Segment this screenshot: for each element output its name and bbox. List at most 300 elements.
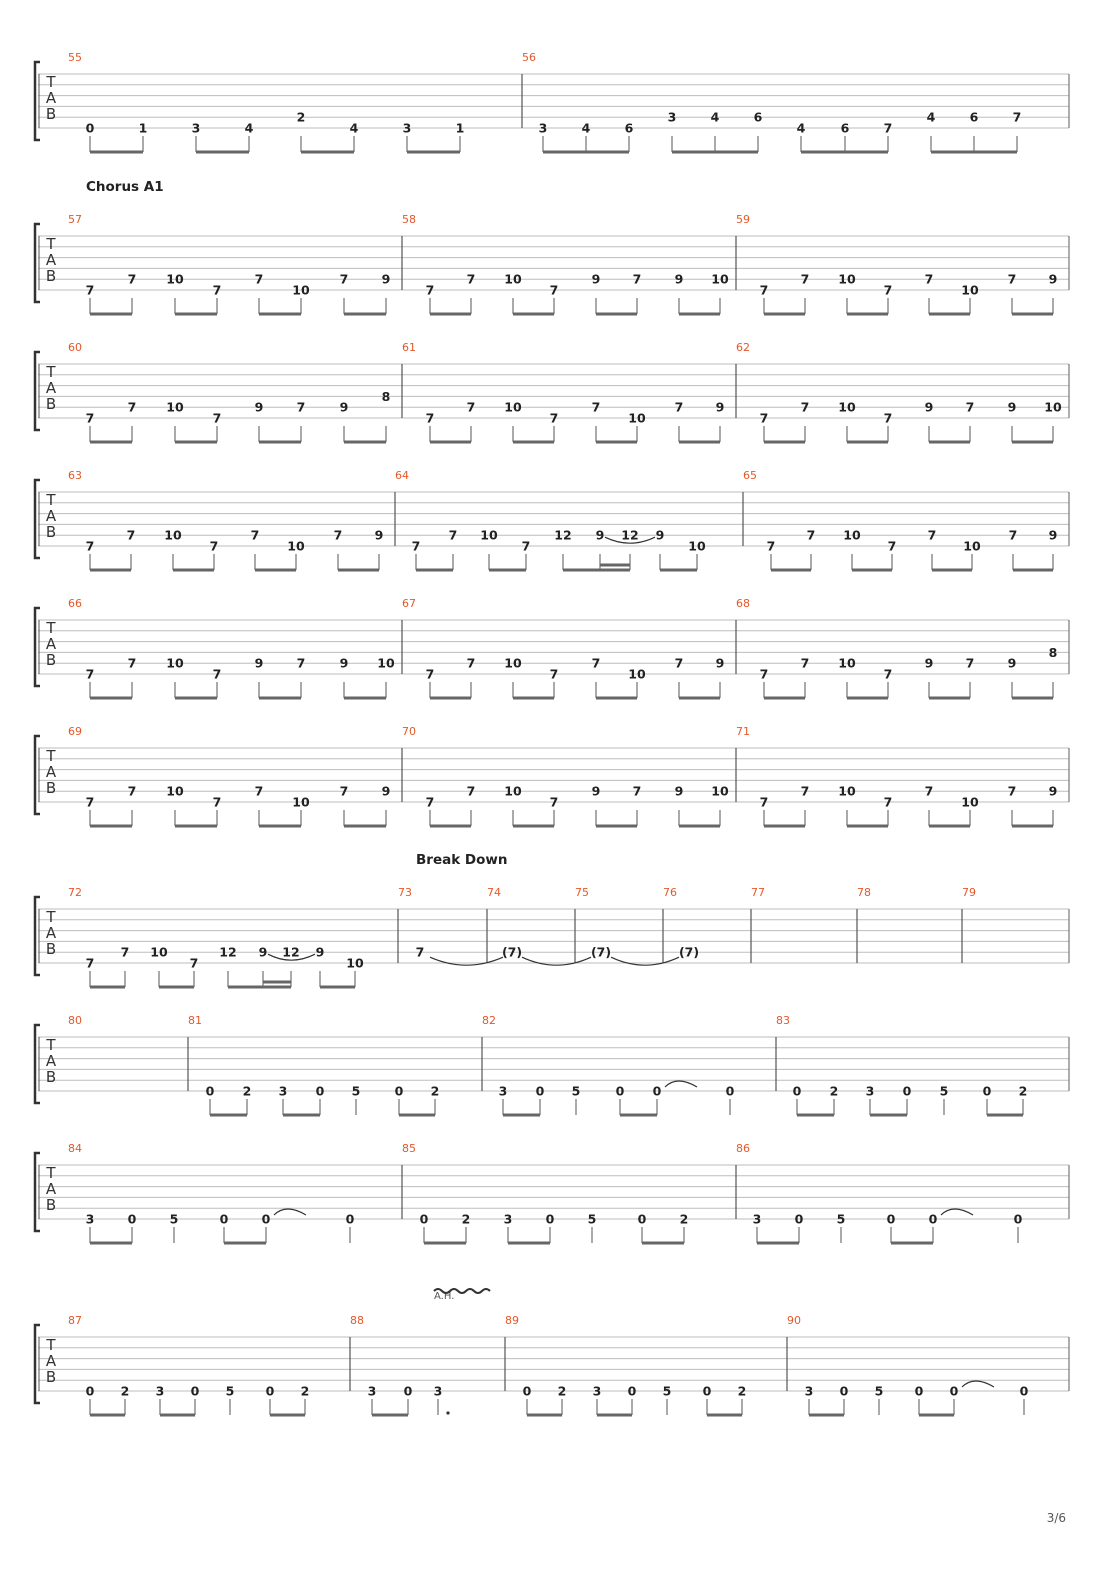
fret-number: 7 <box>883 120 893 136</box>
fret-number: 0 <box>190 1383 200 1399</box>
fret-number: 2 <box>296 109 306 125</box>
fret-number: 9 <box>1048 527 1058 543</box>
fret-number: 5 <box>169 1211 179 1227</box>
fret-number: 10 <box>961 282 979 298</box>
fret-number: 8 <box>1048 644 1058 660</box>
tab-clef-letter: T <box>46 363 56 381</box>
measure-number: 70 <box>402 725 416 738</box>
measure-number: 73 <box>398 886 412 899</box>
fret-number: 0 <box>345 1211 355 1227</box>
fret-number: 2 <box>557 1383 567 1399</box>
measure-number: 75 <box>575 886 589 899</box>
fret-number: 10 <box>1044 399 1062 415</box>
fret-number: 0 <box>545 1211 555 1227</box>
measure-number: 64 <box>395 469 409 482</box>
fret-number: 2 <box>120 1383 130 1399</box>
fret-number: 7 <box>448 527 458 543</box>
fret-number: 2 <box>430 1083 440 1099</box>
fret-number: 4 <box>349 120 359 136</box>
fret-number: 10 <box>628 666 646 682</box>
tie <box>962 1381 994 1387</box>
fret-number: 7 <box>549 410 559 426</box>
fret-number: 10 <box>961 794 979 810</box>
fret-number: 9 <box>715 655 725 671</box>
measure-number: 67 <box>402 597 416 610</box>
fret-number: 9 <box>595 527 605 543</box>
fret-number: 0 <box>792 1083 802 1099</box>
fret-number: 10 <box>166 783 184 799</box>
fret-number: 10 <box>292 794 310 810</box>
fret-number: 7 <box>800 399 810 415</box>
fret-number: 7 <box>759 666 769 682</box>
tab-clef-letter: T <box>46 747 56 765</box>
fret-number: 7 <box>591 399 601 415</box>
tab-clef-letter: B <box>45 1068 57 1086</box>
fret-number: 5 <box>939 1083 949 1099</box>
fret-number: 7 <box>212 282 222 298</box>
measure-number: 68 <box>736 597 750 610</box>
fret-number: 0 <box>85 120 95 136</box>
measure-number: 72 <box>68 886 82 899</box>
measure-number: 86 <box>736 1142 750 1155</box>
fret-number: 2 <box>737 1383 747 1399</box>
fret-number: 7 <box>127 271 137 287</box>
tab-system <box>35 725 1069 826</box>
fret-number: 3 <box>503 1211 513 1227</box>
fret-number: 7 <box>425 410 435 426</box>
fret-number: 9 <box>674 271 684 287</box>
tab-clef-letter: A <box>45 924 57 942</box>
tie <box>430 957 503 965</box>
tab-clef-letter: B <box>45 1196 57 1214</box>
measure-number: 57 <box>68 213 82 226</box>
measure-number: 74 <box>487 886 501 899</box>
fret-number: 7 <box>924 783 934 799</box>
fret-number: 0 <box>839 1383 849 1399</box>
fret-number: 7 <box>466 783 476 799</box>
tab-system <box>35 1014 1069 1115</box>
section-label: Break Down <box>416 852 508 868</box>
measure-number: 88 <box>350 1314 364 1327</box>
tab-clef-letter: T <box>46 235 56 253</box>
tab-system <box>35 852 1069 987</box>
fret-number: 5 <box>351 1083 361 1099</box>
measure-number: 85 <box>402 1142 416 1155</box>
fret-number: 7 <box>126 527 136 543</box>
fret-number: 9 <box>655 527 665 543</box>
measure-number: 89 <box>505 1314 519 1327</box>
tab-clef-letter: T <box>46 73 56 91</box>
fret-number: 7 <box>759 282 769 298</box>
fret-number: 7 <box>85 955 95 971</box>
tab-system <box>35 341 1069 442</box>
fret-number: 7 <box>674 655 684 671</box>
fret-number: 0 <box>949 1383 959 1399</box>
tab-system <box>35 1142 1069 1243</box>
fret-number: 9 <box>591 783 601 799</box>
fret-number: 3 <box>191 120 201 136</box>
fret-number: 0 <box>1013 1211 1023 1227</box>
fret-number: 0 <box>928 1211 938 1227</box>
fret-number: 7 <box>800 783 810 799</box>
fret-number: 9 <box>591 271 601 287</box>
fret-number: 8 <box>381 388 391 404</box>
fret-number: 2 <box>829 1083 839 1099</box>
fret-number: 9 <box>258 944 268 960</box>
fret-number: 7 <box>466 399 476 415</box>
fret-number: 4 <box>244 120 254 136</box>
fret-number: 10 <box>628 410 646 426</box>
fret-number: 10 <box>292 282 310 298</box>
tab-clef-letter: A <box>45 763 57 781</box>
fret-number: (7) <box>590 944 612 960</box>
fret-number: 10 <box>287 538 305 554</box>
fret-number: 7 <box>800 655 810 671</box>
fret-number: 0 <box>315 1083 325 1099</box>
measure-number: 61 <box>402 341 416 354</box>
fret-number: 7 <box>800 271 810 287</box>
fret-number: 7 <box>415 944 425 960</box>
fret-number: 3 <box>402 120 412 136</box>
fret-number: 0 <box>535 1083 545 1099</box>
measure-number: 90 <box>787 1314 801 1327</box>
fret-number: 6 <box>624 120 634 136</box>
fret-number: 7 <box>85 410 95 426</box>
measure-number: 56 <box>522 51 536 64</box>
tab-clef-letter: T <box>46 1336 56 1354</box>
fret-number: 9 <box>339 655 349 671</box>
fret-number: 3 <box>667 109 677 125</box>
fret-number: 12 <box>554 527 572 543</box>
fret-number: 10 <box>688 538 706 554</box>
fret-number: 3 <box>155 1383 165 1399</box>
fret-number: 5 <box>662 1383 672 1399</box>
measure-number: 76 <box>663 886 677 899</box>
fret-number: 7 <box>466 655 476 671</box>
fret-number: 10 <box>164 527 182 543</box>
tie <box>274 1209 306 1215</box>
fret-number: 7 <box>339 271 349 287</box>
fret-number: 10 <box>377 655 395 671</box>
measure-number: 69 <box>68 725 82 738</box>
page-number: 3/6 <box>1046 1511 1066 1525</box>
fret-number: 10 <box>166 655 184 671</box>
fret-number: 7 <box>85 538 95 554</box>
fret-number: 10 <box>711 783 729 799</box>
fret-number: 0 <box>637 1211 647 1227</box>
fret-number: 3 <box>752 1211 762 1227</box>
fret-number: 10 <box>843 527 861 543</box>
fret-number: 7 <box>883 282 893 298</box>
tab-clef-letter: B <box>45 1368 57 1386</box>
artificial-harmonic-label: A.H. <box>434 1291 455 1302</box>
fret-number: 2 <box>461 1211 471 1227</box>
tab-clef-letter: A <box>45 635 57 653</box>
fret-number: 4 <box>796 120 806 136</box>
tab-clef-letter: A <box>45 1052 57 1070</box>
measure-number: 78 <box>857 886 871 899</box>
fret-number: 7 <box>1008 527 1018 543</box>
fret-number: 0 <box>1019 1383 1029 1399</box>
tab-clef-letter: B <box>45 651 57 669</box>
fret-number: 7 <box>425 666 435 682</box>
fret-number: 10 <box>150 944 168 960</box>
tab-clef-letter: T <box>46 908 56 926</box>
fret-number: 1 <box>455 120 465 136</box>
fret-number: 10 <box>838 271 856 287</box>
fret-number: 9 <box>715 399 725 415</box>
fret-number: 7 <box>466 271 476 287</box>
fret-number: 7 <box>425 282 435 298</box>
tab-system <box>35 179 1069 314</box>
fret-number: 0 <box>419 1211 429 1227</box>
fret-number: 12 <box>219 944 237 960</box>
fret-number: 0 <box>627 1383 637 1399</box>
tab-clef-letter: T <box>46 619 56 637</box>
fret-number: 6 <box>840 120 850 136</box>
fret-number: 0 <box>219 1211 229 1227</box>
fret-number: 10 <box>838 655 856 671</box>
fret-number: 0 <box>725 1083 735 1099</box>
fret-number: 3 <box>367 1383 377 1399</box>
fret-number: 6 <box>969 109 979 125</box>
fret-number: 10 <box>480 527 498 543</box>
fret-number: 7 <box>296 655 306 671</box>
fret-number: 0 <box>702 1383 712 1399</box>
fret-number: 7 <box>127 783 137 799</box>
fret-number: 7 <box>887 538 897 554</box>
fret-number: 4 <box>581 120 591 136</box>
fret-number: 0 <box>615 1083 625 1099</box>
fret-number: 3 <box>498 1083 508 1099</box>
fret-number: 7 <box>632 783 642 799</box>
measure-number: 87 <box>68 1314 82 1327</box>
fret-number: 10 <box>504 271 522 287</box>
fret-number: 9 <box>1048 271 1058 287</box>
tab-clef-letter: B <box>45 395 57 413</box>
fret-number: 2 <box>1018 1083 1028 1099</box>
fret-number: 3 <box>592 1383 602 1399</box>
fret-number: 7 <box>1007 783 1017 799</box>
dot <box>446 1411 449 1414</box>
fret-number: 0 <box>982 1083 992 1099</box>
fret-number: 9 <box>1007 399 1017 415</box>
vibrato-mark <box>434 1289 490 1293</box>
measure-number: 63 <box>68 469 82 482</box>
fret-number: 12 <box>282 944 300 960</box>
fret-number: 3 <box>865 1083 875 1099</box>
tie <box>665 1081 697 1087</box>
fret-number: 7 <box>209 538 219 554</box>
fret-number: 7 <box>632 271 642 287</box>
fret-number: 7 <box>411 538 421 554</box>
fret-number: 7 <box>759 794 769 810</box>
section-label: Chorus A1 <box>86 179 164 195</box>
fret-number: 9 <box>1007 655 1017 671</box>
fret-number: 7 <box>674 399 684 415</box>
fret-number: 0 <box>403 1383 413 1399</box>
systems-layer <box>35 51 1069 1415</box>
fret-number: 7 <box>1007 271 1017 287</box>
tab-clef-letter: T <box>46 491 56 509</box>
fret-number: 3 <box>538 120 548 136</box>
fret-number: 0 <box>127 1211 137 1227</box>
fret-number: 9 <box>381 271 391 287</box>
fret-number: 9 <box>674 783 684 799</box>
fret-number: 5 <box>587 1211 597 1227</box>
fret-number: 7 <box>333 527 343 543</box>
tab-clef-letter: A <box>45 379 57 397</box>
fret-number: 0 <box>914 1383 924 1399</box>
fret-number: 12 <box>621 527 639 543</box>
fret-number: 5 <box>225 1383 235 1399</box>
measure-number: 83 <box>776 1014 790 1027</box>
tab-system <box>35 51 1069 152</box>
fret-number: 1 <box>138 120 148 136</box>
fret-number: 5 <box>571 1083 581 1099</box>
fret-number: 7 <box>591 655 601 671</box>
fret-number: 10 <box>166 399 184 415</box>
fret-number: 6 <box>753 109 763 125</box>
fret-number: 10 <box>346 955 364 971</box>
measure-number: 62 <box>736 341 750 354</box>
fret-number: 7 <box>189 955 199 971</box>
measure-number: 79 <box>962 886 976 899</box>
fret-number: 3 <box>433 1383 443 1399</box>
fret-number: 0 <box>902 1083 912 1099</box>
fret-number: 7 <box>759 410 769 426</box>
measure-number: 60 <box>68 341 82 354</box>
fret-number: 7 <box>120 944 130 960</box>
fret-number: 0 <box>394 1083 404 1099</box>
fret-number: 7 <box>965 655 975 671</box>
measure-number: 66 <box>68 597 82 610</box>
fret-number: 0 <box>265 1383 275 1399</box>
fret-number: 9 <box>374 527 384 543</box>
fret-number: 0 <box>522 1383 532 1399</box>
measure-number: 84 <box>68 1142 82 1155</box>
fret-number: 9 <box>1048 783 1058 799</box>
fret-number: 9 <box>924 655 934 671</box>
fret-number: 7 <box>212 410 222 426</box>
fret-number: 7 <box>883 794 893 810</box>
tab-clef-letter: A <box>45 251 57 269</box>
measure-number: 82 <box>482 1014 496 1027</box>
fret-number: 0 <box>652 1083 662 1099</box>
fret-number: 3 <box>85 1211 95 1227</box>
fret-number: 5 <box>874 1383 884 1399</box>
fret-number: 10 <box>504 399 522 415</box>
tab-system <box>35 469 1069 570</box>
tab-clef-letter: A <box>45 89 57 107</box>
fret-number: 7 <box>296 399 306 415</box>
fret-number: 7 <box>549 794 559 810</box>
tab-clef-letter: A <box>45 1180 57 1198</box>
fret-number: 7 <box>85 794 95 810</box>
fret-number: 10 <box>963 538 981 554</box>
fret-number: 9 <box>924 399 934 415</box>
measure-number: 65 <box>743 469 757 482</box>
tab-clef-letter: A <box>45 1352 57 1370</box>
tab-system <box>35 1289 1069 1415</box>
fret-number: 7 <box>425 794 435 810</box>
fret-number: 0 <box>794 1211 804 1227</box>
fret-number: 7 <box>254 783 264 799</box>
fret-number: 7 <box>212 794 222 810</box>
fret-number: 9 <box>254 655 264 671</box>
fret-number: 7 <box>85 282 95 298</box>
measure-number: 80 <box>68 1014 82 1027</box>
fret-number: 7 <box>339 783 349 799</box>
fret-number: 7 <box>549 282 559 298</box>
fret-number: 5 <box>836 1211 846 1227</box>
fret-number: 7 <box>766 538 776 554</box>
fret-number: 9 <box>381 783 391 799</box>
fret-number: 9 <box>339 399 349 415</box>
fret-number: (7) <box>678 944 700 960</box>
fret-number: 7 <box>85 666 95 682</box>
fret-number: 9 <box>254 399 264 415</box>
fret-number: 10 <box>838 783 856 799</box>
fret-number: 7 <box>127 655 137 671</box>
fret-number: 7 <box>883 410 893 426</box>
fret-number: 7 <box>1012 109 1022 125</box>
fret-number: 9 <box>315 944 325 960</box>
fret-number: 7 <box>250 527 260 543</box>
fret-number: 10 <box>504 655 522 671</box>
fret-number: 3 <box>804 1383 814 1399</box>
fret-number: 4 <box>926 109 936 125</box>
measure-number: 59 <box>736 213 750 226</box>
tab-clef-letter: B <box>45 105 57 123</box>
fret-number: 7 <box>212 666 222 682</box>
fret-number: 7 <box>127 399 137 415</box>
measure-number: 55 <box>68 51 82 64</box>
measure-number: 81 <box>188 1014 202 1027</box>
fret-number: 7 <box>521 538 531 554</box>
fret-number: 7 <box>965 399 975 415</box>
fret-number: 7 <box>883 666 893 682</box>
measure-number: 71 <box>736 725 750 738</box>
tab-clef-letter: T <box>46 1164 56 1182</box>
fret-number: 7 <box>254 271 264 287</box>
tab-clef-letter: B <box>45 940 57 958</box>
fret-number: 7 <box>549 666 559 682</box>
tab-clef-letter: B <box>45 523 57 541</box>
tie <box>611 957 679 965</box>
fret-number: 10 <box>711 271 729 287</box>
fret-number: 10 <box>504 783 522 799</box>
fret-number: 4 <box>710 109 720 125</box>
tie <box>941 1209 973 1215</box>
fret-number: 0 <box>886 1211 896 1227</box>
tab-system <box>35 597 1069 698</box>
fret-number: (7) <box>501 944 523 960</box>
fret-number: 7 <box>924 271 934 287</box>
fret-number: 7 <box>927 527 937 543</box>
tab-clef-letter: A <box>45 507 57 525</box>
tab-clef-letter: B <box>45 779 57 797</box>
fret-number: 0 <box>85 1383 95 1399</box>
measure-number: 58 <box>402 213 416 226</box>
tab-clef-letter: T <box>46 1036 56 1054</box>
fret-number: 0 <box>261 1211 271 1227</box>
fret-number: 0 <box>205 1083 215 1099</box>
fret-number: 3 <box>278 1083 288 1099</box>
fret-number: 2 <box>242 1083 252 1099</box>
tie <box>522 957 591 965</box>
tab-clef-letter: B <box>45 267 57 285</box>
